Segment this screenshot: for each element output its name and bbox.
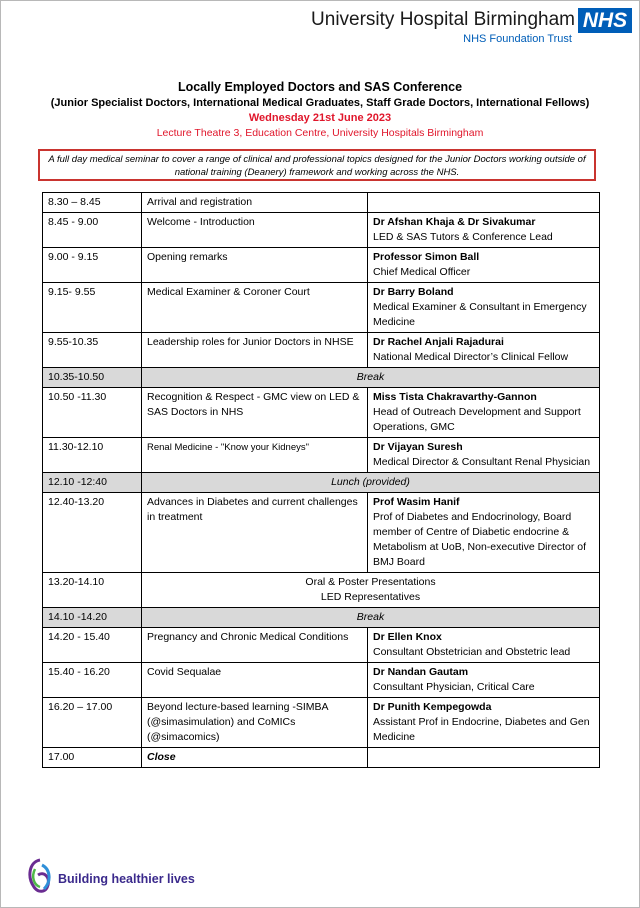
agenda-time: 12.40-13.20	[43, 493, 142, 573]
agenda-session: Renal Medicine - "Know your Kidneys"	[142, 438, 368, 473]
lunch-label: Lunch (provided)	[142, 473, 600, 493]
speaker-role: Consultant Obstetrician and Obstetric lead	[373, 646, 571, 658]
agenda-row	[43, 283, 600, 333]
agenda-session: Beyond lecture-based learning -SIMBA (@simasimulation) and CoMICs (@simacomics)	[142, 698, 368, 748]
speaker-role: National Medical Director’s Clinical Fellow	[373, 351, 569, 363]
conference-title: Locally Employed Doctors and SAS Conference	[177, 80, 463, 94]
agenda-time: 9.15- 9.55	[43, 283, 142, 333]
agenda-session: Covid Sequalae	[142, 663, 368, 698]
agenda-row	[43, 628, 600, 663]
speaker-role: LED & SAS Tutors & Conference Lead	[373, 231, 553, 243]
agenda-time: 8.30 – 8.45	[43, 193, 142, 213]
agenda-session: Recognition & Respect - GMC view on LED & SAS Doctors in NHS	[142, 388, 368, 438]
agenda-row	[43, 333, 600, 368]
conference-date: Wednesday 21st June 2023	[248, 112, 392, 124]
break-label: Break	[142, 608, 600, 628]
intro-box	[38, 149, 596, 181]
agenda-break-row	[43, 368, 600, 388]
speaker-name: Dr Vijayan Suresh	[373, 441, 463, 453]
speaker-name: Professor Simon Ball	[373, 251, 480, 263]
presentations-cell	[142, 573, 600, 608]
speaker-name: Dr Barry Boland	[373, 286, 454, 298]
agenda-row	[43, 388, 600, 438]
agenda-row	[43, 438, 600, 473]
agenda-time: 12.10 -12:40	[43, 473, 142, 493]
conference-subtitle: (Junior Specialist Doctors, International Medical Graduates, Staff Grade Doctors, International Fellows)	[50, 97, 590, 109]
agenda-session: Pregnancy and Chronic Medical Conditions	[142, 628, 368, 663]
intro-line-1: A full day medical seminar to cover a range of clinical and professional topics designed for the Junior Doctors working outside of	[48, 154, 586, 165]
agenda-session: Welcome - Introduction	[142, 213, 368, 248]
agenda-session: Opening remarks	[142, 248, 368, 283]
speaker-role: Medical Examiner & Consultant in Emergency Medicine	[373, 301, 587, 328]
speaker-role: Head of Outreach Development and Support Operations, GMC	[373, 406, 581, 433]
hospital-name: University Hospital Birmingham	[311, 9, 575, 30]
trust-name: NHS Foundation Trust	[463, 33, 572, 45]
agenda-session: Arrival and registration	[142, 193, 368, 213]
speaker-role: Chief Medical Officer	[373, 266, 471, 278]
agenda-row	[43, 698, 600, 748]
agenda-speaker-cell	[368, 663, 600, 698]
agenda-time: 16.20 – 17.00	[43, 698, 142, 748]
agenda-time: 17.00	[43, 748, 142, 768]
agenda-row	[43, 493, 600, 573]
agenda-time: 8.45 - 9.00	[43, 213, 142, 248]
agenda-row	[43, 748, 600, 768]
presentations-title: Oral & Poster Presentations	[305, 576, 436, 588]
agenda-speaker-cell	[368, 283, 600, 333]
speaker-name: Dr Afshan Khaja & Dr Sivakumar	[373, 216, 536, 228]
agenda-time: 14.10 -14.20	[43, 608, 142, 628]
agenda-session: Advances in Diabetes and current challenges in treatment	[142, 493, 368, 573]
agenda-time: 9.55-10.35	[43, 333, 142, 368]
agenda-speaker-cell	[368, 748, 600, 768]
speaker-name: Prof Wasim Hanif	[373, 496, 460, 508]
nhs-logo: NHS	[578, 8, 632, 33]
agenda-time: 9.00 - 9.15	[43, 248, 142, 283]
speaker-role: Consultant Physician, Critical Care	[373, 681, 535, 693]
agenda-speaker-cell	[368, 193, 600, 213]
agenda-speaker-cell	[368, 248, 600, 283]
agenda-session: Medical Examiner & Coroner Court	[142, 283, 368, 333]
speaker-role: Assistant Prof in Endocrine, Diabetes and Gen Medicine	[373, 716, 590, 743]
agenda-lunch-row	[43, 473, 600, 493]
break-label: Break	[142, 368, 600, 388]
agenda-presentations-row	[43, 573, 600, 608]
agenda-row	[43, 663, 600, 698]
presentations-by: LED Representatives	[320, 591, 421, 603]
agenda-speaker-cell	[368, 388, 600, 438]
agenda-time: 13.20-14.10	[43, 573, 142, 608]
agenda-row	[43, 213, 600, 248]
agenda-speaker-cell	[368, 438, 600, 473]
speaker-name: Dr Punith Kempegowda	[373, 701, 492, 713]
agenda-session: Leadership roles for Junior Doctors in NHSE	[142, 333, 368, 368]
intro-line-2: national training (Deanery) framework and working across the NHS.	[174, 167, 460, 178]
agenda-table	[42, 192, 600, 768]
agenda-row	[43, 248, 600, 283]
agenda-row	[43, 193, 600, 213]
agenda-break-row	[43, 608, 600, 628]
agenda-time: 15.40 - 16.20	[43, 663, 142, 698]
building-healthier-lives-logo-icon	[26, 857, 54, 897]
conference-venue: Lecture Theatre 3, Education Centre, University Hospitals Birmingham	[156, 127, 484, 139]
agenda-session: Close	[142, 748, 368, 768]
agenda-speaker-cell	[368, 333, 600, 368]
speaker-name: Dr Rachel Anjali Rajadurai	[373, 336, 504, 348]
speaker-name: Dr Ellen Knox	[373, 631, 442, 643]
agenda-time: 14.20 - 15.40	[43, 628, 142, 663]
agenda-speaker-cell	[368, 628, 600, 663]
agenda-time: 10.35-10.50	[43, 368, 142, 388]
agenda-speaker-cell	[368, 213, 600, 248]
agenda-speaker-cell	[368, 493, 600, 573]
speaker-role: Medical Director & Consultant Renal Physician	[373, 456, 591, 468]
speaker-role: Prof of Diabetes and Endocrinology, Board member of Centre of Diabetic endocrine & Metabolism at UoB, Non-executive Director of BMJ Board	[373, 511, 586, 568]
speaker-name: Miss Tista Chakravarthy-Gannon	[373, 391, 537, 403]
agenda-time: 10.50 -11.30	[43, 388, 142, 438]
speaker-name: Dr Nandan Gautam	[373, 666, 469, 678]
footer-tagline: Building healthier lives	[58, 872, 195, 886]
agenda-time: 11.30-12.10	[43, 438, 142, 473]
agenda-speaker-cell	[368, 698, 600, 748]
